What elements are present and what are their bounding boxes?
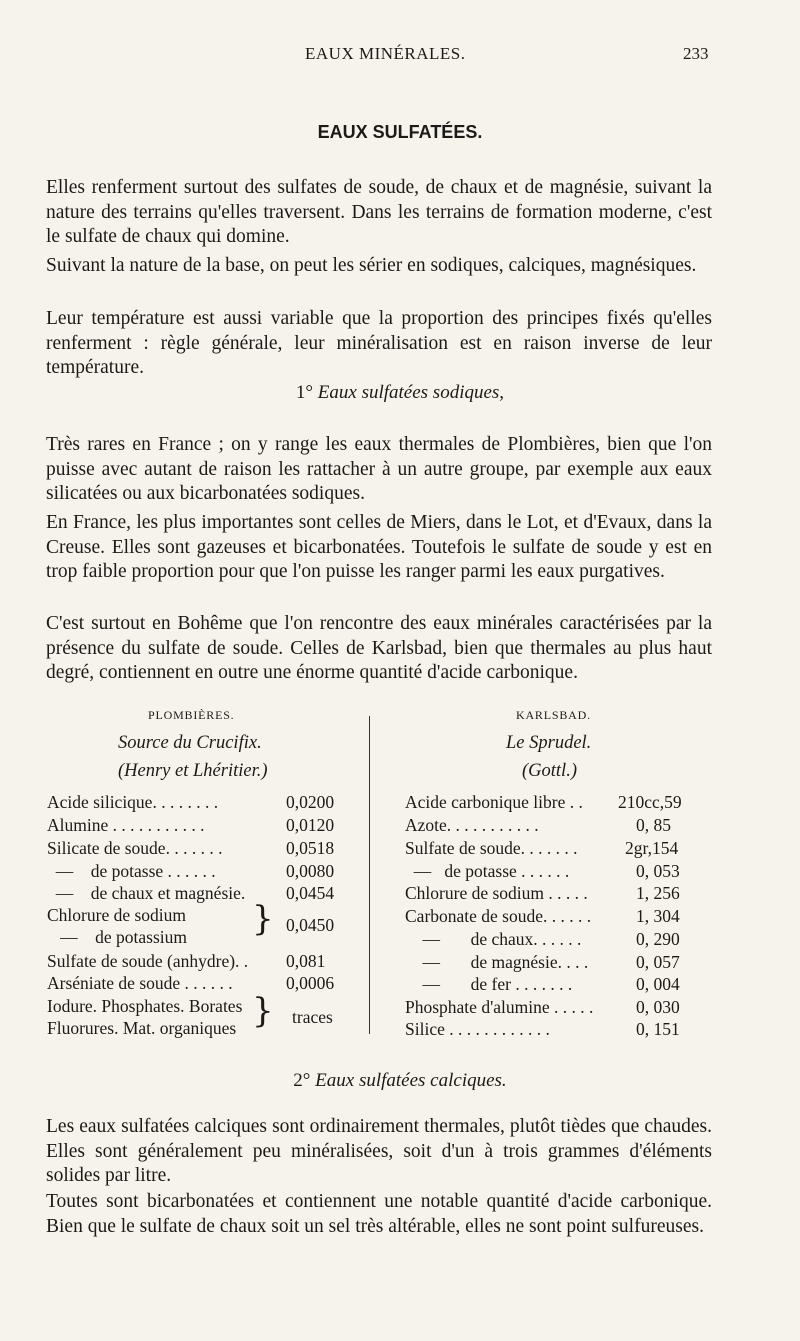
- table-value: 0, 030: [636, 997, 680, 1017]
- table-value: 210cc,59: [618, 792, 682, 812]
- table-row: — de potasse . . . . . .: [47, 861, 216, 881]
- right-analyst: (Gottl.): [522, 761, 577, 781]
- intro-paragraph-1: Elles renferment surtout des sulfates de soude, de chaux et de magnésie, suivant la nature des terrains qu'elles traversent. Dans les terrains de formation moderne, c'est le sulfate de chaux qui domine.: [46, 177, 712, 247]
- table-row: Phosphate d'alumine . . . . .: [405, 997, 594, 1017]
- table-row: — de potassium: [47, 927, 187, 947]
- table-row: Fluorures. Mat. organiques: [47, 1018, 237, 1038]
- table-value: 0,0200: [286, 792, 335, 812]
- table-row: Chlorure de sodium: [47, 905, 187, 925]
- subsection-number: 1°: [295, 382, 314, 403]
- table-row: — de chaux. . . . . .: [405, 929, 582, 949]
- subsection-title-calciques: [0, 1070, 800, 1092]
- left-analyst: (Henry et Lhéritier.): [118, 761, 268, 781]
- left-place-label: PLOMBIÈRES.: [148, 708, 235, 722]
- brace-icon: }: [252, 899, 274, 939]
- section-title: EAUX SULFATÉES.: [317, 122, 483, 142]
- table-row: Acide silicique. . . . . . . .: [47, 792, 219, 812]
- calciques-paragraph-1: Les eaux sulfatées calciques sont ordinairement thermales, plutôt tièdes que chaudes. Elles sont généralement peu minéralisées, soit d'un à trois grammes d'éléments solides par litre.: [46, 1116, 712, 1186]
- table-row: Arséniate de soude . . . . . .: [47, 973, 233, 993]
- table-row: Sulfate de soude (anhydre). .: [47, 951, 249, 971]
- table-row: Azote. . . . . . . . . . .: [405, 815, 539, 835]
- table-value: 0, 004: [636, 974, 680, 994]
- table-value: 0, 290: [636, 929, 680, 949]
- sodiques-paragraph-3: C'est surtout en Bohême que l'on rencontre des eaux minérales caractérisées par la présence du sulfate de soude. Celles de Karlsbad, bien que thermales au plus haut degré, contiennent en outre une énorme quantité d'acide carbonique.: [46, 613, 712, 683]
- subsection-number: 2°: [293, 1070, 311, 1091]
- table-row: — de potasse . . . . . .: [405, 861, 570, 881]
- table-value: 0, 053: [636, 861, 680, 881]
- intro-paragraph-3: Leur température est aussi variable que la proportion des principes fixés qu'elles renferment : règle générale, leur minéralisation est en raison inverse de leur température.: [46, 308, 712, 378]
- table-row: Acide carbonique libre . .: [405, 792, 583, 812]
- table-value: 1, 304: [636, 906, 680, 926]
- table-row: Alumine . . . . . . . . . . .: [47, 815, 205, 835]
- table-row: Silicate de soude. . . . . . .: [47, 838, 223, 858]
- table-value: 0, 85: [636, 815, 671, 835]
- table-row: Iodure. Phosphates. Borates: [47, 996, 243, 1016]
- table-value: 0,0006: [286, 973, 335, 993]
- table-row: Silice . . . . . . . . . . . .: [405, 1019, 550, 1039]
- table-row: Carbonate de soude. . . . . .: [405, 906, 592, 926]
- table-value: 0,0120: [286, 815, 335, 835]
- table-value: 0,0080: [286, 861, 335, 881]
- intro-paragraph-2: Suivant la nature de la base, on peut les sérier en sodiques, calciques, magnésiques.: [46, 255, 697, 276]
- table-row: — de magnésie. . . .: [405, 952, 589, 972]
- table-value: 0,081: [286, 951, 326, 971]
- right-source: Le Sprudel.: [506, 733, 592, 753]
- running-title: EAUX MINÉRALES.: [305, 44, 466, 63]
- calciques-paragraph-2: Toutes sont bicarbonatées et contiennent une notable quantité d'acide carbonique. Bien que le sulfate de chaux soit un sel très altérable, elles ne sont point sulfureuses.: [46, 1191, 712, 1237]
- subsection-title-sodiques: [0, 382, 800, 404]
- table-row: Sulfate de soude. . . . . . .: [405, 838, 578, 858]
- subsection-label: Eaux sulfatées sodiques,: [317, 382, 505, 403]
- table-row: — de fer . . . . . . .: [405, 974, 573, 994]
- subsection-label: Eaux sulfatées calciques.: [315, 1070, 507, 1091]
- table-value: 1, 256: [636, 883, 680, 903]
- table-row: Chlorure de sodium . . . . .: [405, 883, 588, 903]
- page-header: [0, 44, 800, 70]
- brace-icon: }: [252, 991, 274, 1031]
- table-value: traces: [292, 1007, 333, 1027]
- table-value: 0,0450: [286, 915, 335, 935]
- page-number: 233: [683, 44, 709, 63]
- column-divider: [369, 716, 370, 1034]
- sodiques-paragraph-2: En France, les plus importantes sont celles de Miers, dans le Lot, et d'Evaux, dans la Creuse. Elles sont gazeuses et bicarbonatées. Toutefois le sulfate de soude y est en trop faible proportion pour que l'on puisse les ranger parmi les eaux purgatives.: [46, 512, 712, 582]
- table-value: 0, 057: [636, 952, 680, 972]
- table-value: 0,0454: [286, 883, 335, 903]
- table-value: 2gr,154: [625, 838, 679, 858]
- left-source: Source du Crucifix.: [118, 733, 262, 753]
- table-value: 0,0518: [286, 838, 335, 858]
- sodiques-paragraph-1: Très rares en France ; on y range les eaux thermales de Plombières, bien que l'on puisse avec autant de raison les rattacher à un autre groupe, par exemple aux eaux silicatées ou aux bicarbonatées sodiques.: [46, 434, 712, 504]
- table-row: — de chaux et magnésie.: [47, 883, 246, 903]
- table-value: 0, 151: [636, 1019, 680, 1039]
- right-place-label: KARLSBAD.: [516, 708, 591, 722]
